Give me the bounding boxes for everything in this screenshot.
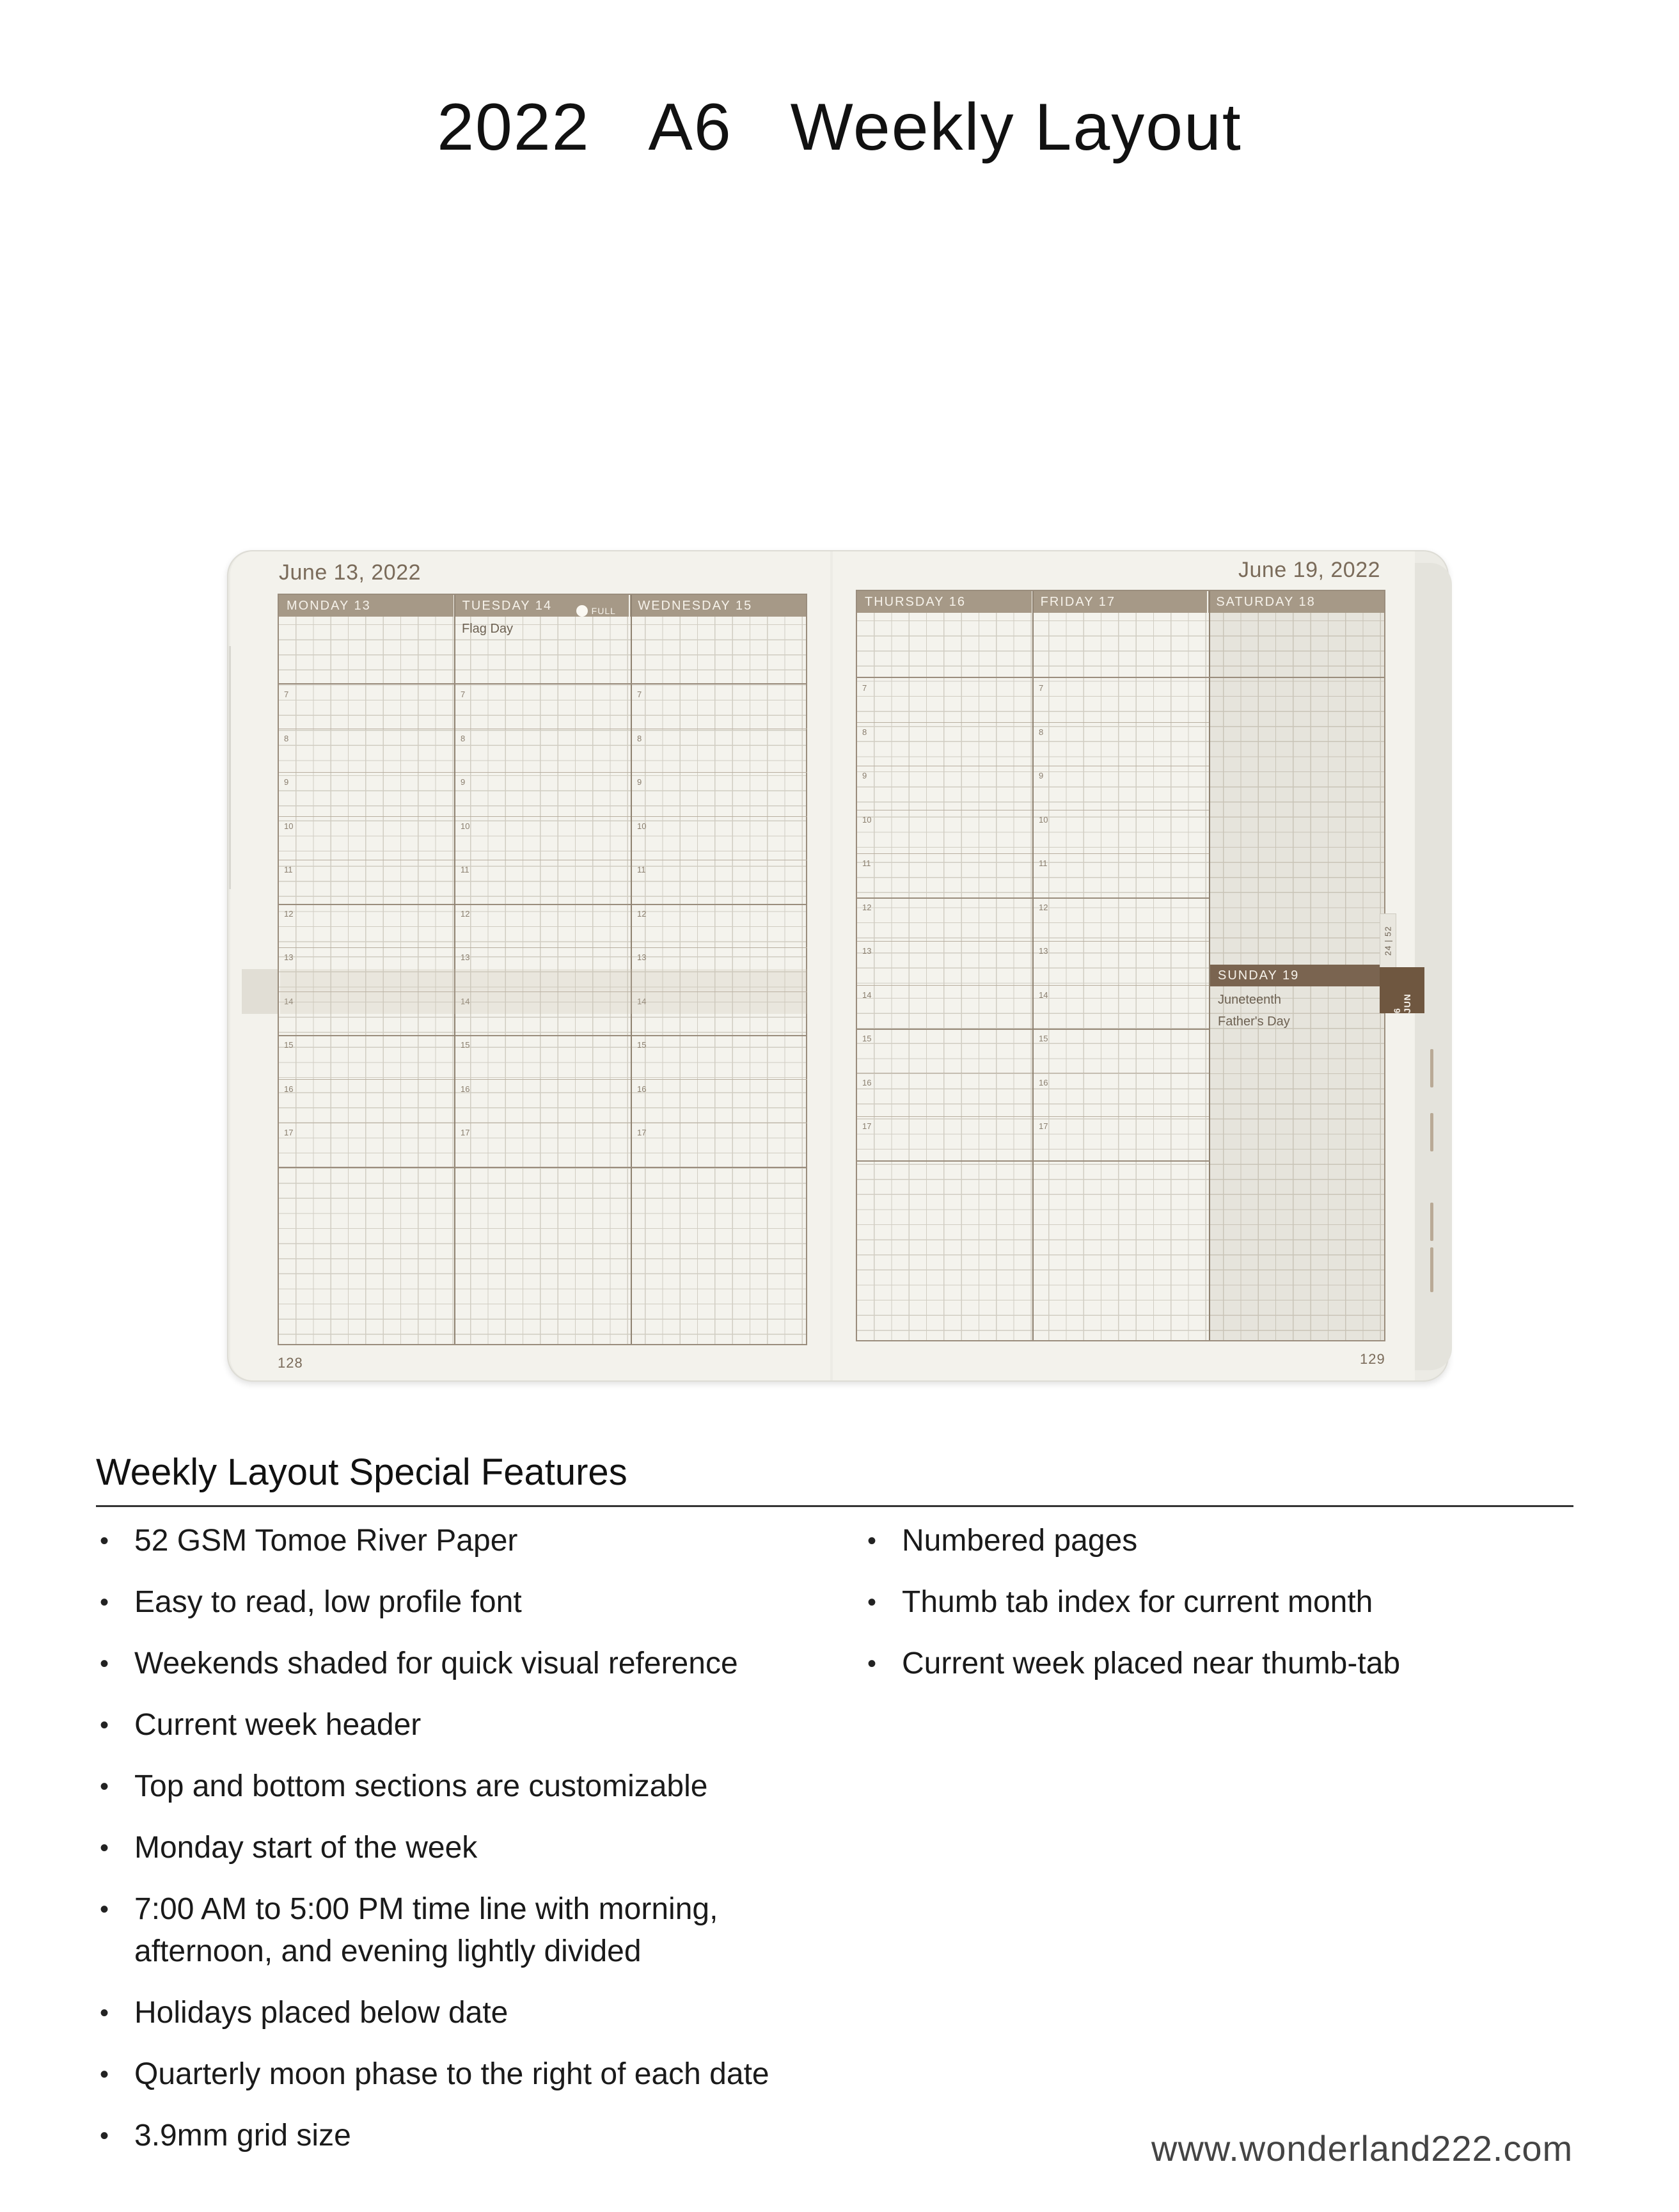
hour-line: [279, 772, 454, 773]
hour-label: 11: [1039, 858, 1048, 868]
hour-label: 9: [1039, 771, 1044, 780]
hour-label: 10: [284, 821, 294, 831]
page-title: [0, 90, 1679, 166]
left-page-edge: [229, 646, 237, 889]
title-size: A6: [648, 90, 732, 164]
feature-item: • Weekends shaded for quick visual reference: [97, 1643, 833, 1685]
hour-label: 15: [862, 1034, 872, 1043]
hour-line: [632, 947, 807, 948]
hour-line: [857, 1029, 1032, 1030]
left-edge-band: [242, 969, 280, 1014]
feature-item: • Easy to read, low profile font: [97, 1581, 833, 1623]
hour-label: 14: [284, 996, 294, 1006]
hour-line: [857, 1116, 1032, 1117]
hour-label: 12: [637, 908, 647, 919]
hour-line: [455, 1035, 631, 1036]
feature-item: • Current week header: [97, 1704, 833, 1746]
footer-website[interactable]: www.wonderland222.com: [1151, 2128, 1573, 2169]
hour-label: 13: [461, 952, 470, 962]
hour-label: 10: [1039, 814, 1048, 825]
hour-line: [1034, 853, 1209, 854]
hour-label: 14: [1039, 990, 1048, 1000]
feature-item: • Current week placed near thumb-tab: [865, 1643, 1568, 1685]
hour-label: 12: [862, 902, 872, 912]
hour-line: [455, 1079, 631, 1080]
day-header-monday: MONDAY 13: [279, 595, 455, 617]
section-divider: [857, 677, 1384, 678]
hour-label: 9: [637, 777, 642, 787]
hour-line: [632, 1079, 807, 1080]
feature-item: • Monday start of the week: [97, 1827, 833, 1869]
hour-line: [632, 772, 807, 773]
left-page-number: 128: [278, 1355, 303, 1371]
hour-label: 11: [637, 865, 646, 874]
tab-edge-marker: [1430, 1203, 1433, 1241]
hour-label: 13: [862, 946, 872, 956]
feature-list-right: [865, 1520, 1568, 1704]
feature-item: • Quarterly moon phase to the right of each date: [97, 2053, 833, 2096]
holiday-fathers-day: Father's Day: [1218, 1015, 1290, 1029]
hour-label: 11: [461, 865, 469, 874]
day-header-tuesday: [455, 595, 631, 617]
hour-label: 7: [862, 683, 867, 693]
holiday-juneteenth: Juneteenth: [1218, 993, 1281, 1007]
hour-label: 15: [284, 1040, 294, 1050]
hour-label: 8: [284, 733, 289, 743]
hour-line: [455, 816, 631, 817]
hour-label: 8: [461, 733, 466, 743]
tab-edge-marker: [1430, 1113, 1433, 1151]
feature-item: • 7:00 AM to 5:00 PM time line with morning, afternoon, and evening lightly divided: [97, 1888, 833, 1973]
full-moon-indicator: [576, 600, 616, 622]
hour-line: [279, 904, 454, 905]
hour-label: 16: [284, 1084, 294, 1094]
hour-label: 15: [461, 1040, 470, 1050]
month-thumb-tab[interactable]: 6 JUN: [1380, 967, 1424, 1013]
hour-label: 12: [284, 908, 294, 919]
hour-line: [455, 904, 631, 905]
hour-label: 16: [637, 1084, 647, 1094]
hour-label: 11: [284, 865, 293, 874]
day-header-friday: FRIDAY 17: [1033, 591, 1209, 613]
day-header-thursday: THURSDAY 16: [857, 591, 1033, 613]
feature-list-left: [97, 1520, 833, 2176]
hour-label: 15: [1039, 1034, 1048, 1043]
hour-label: 10: [461, 821, 470, 831]
day-header-wednesday: WEDNESDAY 15: [638, 599, 753, 613]
hour-label: 13: [637, 952, 647, 962]
hour-label: 8: [862, 727, 867, 737]
hour-line: [279, 947, 454, 948]
feature-item: • Thumb tab index for current month: [865, 1581, 1568, 1623]
hour-line: [857, 722, 1032, 723]
hour-label: 16: [461, 1084, 470, 1094]
hour-line: [1034, 941, 1209, 942]
hour-line: [1034, 1029, 1209, 1030]
hour-label: 8: [637, 733, 642, 743]
title-year: 2022: [437, 90, 590, 164]
hour-label: 9: [461, 777, 466, 787]
section-divider: [279, 1167, 806, 1168]
hour-label: 7: [284, 690, 289, 699]
hour-line: [279, 1035, 454, 1036]
day-header-tuesday-label: TUESDAY 14: [462, 599, 553, 613]
hour-label: 12: [461, 908, 470, 919]
hour-label: 9: [862, 771, 867, 780]
hour-label: 17: [461, 1128, 470, 1137]
hour-label: 14: [637, 996, 647, 1006]
hour-label: 7: [1039, 683, 1044, 693]
hour-label: 15: [637, 1040, 647, 1050]
right-header-row: [857, 591, 1384, 613]
week-number-tab[interactable]: 24 | 52: [1380, 913, 1396, 968]
hour-label: 16: [862, 1077, 872, 1087]
hour-line: [632, 816, 807, 817]
hour-label: 16: [1039, 1077, 1048, 1087]
hour-line: [1034, 897, 1209, 899]
features-divider: [96, 1505, 1573, 1507]
hour-line: [632, 1035, 807, 1036]
hour-label: 17: [862, 1121, 872, 1131]
hour-line: [857, 941, 1032, 942]
hour-label: 9: [284, 777, 289, 787]
hour-line: [1034, 722, 1209, 723]
hour-label: 7: [461, 690, 466, 699]
hour-line: [279, 816, 454, 817]
feature-item: • 3.9mm grid size: [97, 2115, 833, 2157]
title-layout: Weekly Layout: [790, 90, 1242, 164]
hour-label: 13: [284, 952, 294, 962]
hour-label: 7: [637, 690, 642, 699]
feature-item: • 52 GSM Tomoe River Paper: [97, 1520, 833, 1562]
hour-line: [455, 947, 631, 948]
left-header-row: [279, 595, 806, 617]
day-header-sunday: SUNDAY 19: [1210, 965, 1385, 986]
hour-label: 8: [1039, 727, 1044, 737]
hour-label: 10: [637, 821, 647, 831]
features-heading: Weekly Layout Special Features: [96, 1451, 627, 1493]
section-divider: [857, 1160, 1210, 1162]
hour-line: [857, 853, 1032, 854]
hour-label: 17: [284, 1128, 294, 1137]
hour-label: 13: [1039, 946, 1048, 956]
section-divider: [279, 683, 806, 684]
tab-edge-marker: [1430, 1049, 1433, 1087]
holiday-flag-day: Flag Day: [462, 622, 514, 636]
hour-line: [279, 1079, 454, 1080]
feature-item: • Holidays placed below date: [97, 1992, 833, 2034]
hour-label: 12: [1039, 902, 1048, 912]
hour-line: [857, 897, 1032, 899]
feature-item: • Numbered pages: [865, 1520, 1568, 1562]
hour-line: [455, 772, 631, 773]
right-week-grid: [856, 590, 1385, 1341]
left-week-date: June 13, 2022: [279, 560, 422, 585]
column-divider: [1032, 591, 1034, 1340]
hour-line: [1034, 985, 1209, 986]
feature-item: • Top and bottom sections are customizable: [97, 1766, 833, 1808]
day-header-saturday: SATURDAY 18: [1216, 595, 1316, 609]
hour-label: 17: [637, 1128, 647, 1137]
moon-phase-label: FULL: [591, 606, 616, 616]
right-page-number: 129: [1360, 1351, 1385, 1367]
left-highlight-band: [280, 969, 807, 1014]
hour-label: 14: [862, 990, 872, 1000]
hour-label: 10: [862, 814, 872, 825]
hour-label: 14: [461, 996, 470, 1006]
full-moon-icon: [576, 605, 588, 617]
tab-edge-marker: [1430, 1247, 1433, 1292]
hour-line: [857, 985, 1032, 986]
hour-line: [632, 904, 807, 905]
hour-label: 17: [1039, 1121, 1048, 1131]
hour-line: [1034, 1116, 1209, 1117]
right-week-date: June 19, 2022: [1238, 558, 1381, 582]
hour-label: 11: [862, 858, 871, 868]
